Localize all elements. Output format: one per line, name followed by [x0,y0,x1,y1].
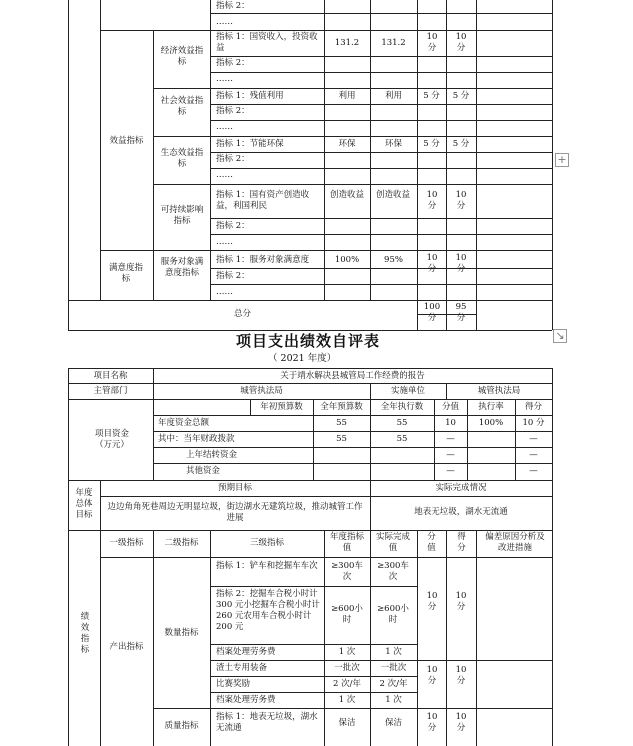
sustain-indicator-1: 指标 1：国有资产创造收益，利国利民 [216,190,310,211]
output-label: 产出指标 [109,642,144,652]
perf-row-1-indicator: 指标 1：铲车和挖掘车车次 [216,561,318,571]
perf-row-7-actual: 保洁 [384,718,402,728]
perf-row-4-actual: 一批次 [380,663,407,673]
perf-header-target: 年度指标值 [330,532,365,553]
funds-total-rate: 100% [478,418,504,428]
social-score: 5 分 [452,91,470,101]
funds-header-points: 分值 [441,402,459,412]
social-weight: 5 分 [423,91,440,101]
dept-label: 主管部门 [93,386,128,396]
funds-other-points: — [446,466,455,476]
sustain-target: 创造收益 [330,190,365,200]
eco-dots: …… [216,170,233,180]
satisfaction-category: 满意度指标 [108,263,143,284]
funds-row-fiscal-label: 其中：当年财政拨款 [158,434,235,444]
funds-header-executed: 全年执行数 [380,402,424,412]
perf-header-deviation: 偏差原因分析及改进措施 [485,532,545,553]
economic-indicator-1: 指标 1：国资收入，投资收益 [216,32,318,53]
eco-weight: 5 分 [423,139,440,149]
satisfaction-actual: 95% [384,255,403,265]
expected-label: 预期目标 [217,483,252,493]
indicator-dots: …… [216,17,233,27]
economic-actual: 131.2 [381,38,406,48]
social-actual: 利用 [384,91,402,101]
perf-row-6-indicator: 档案处理劳务费 [216,695,276,705]
perf-row-1-actual: ≥300车次 [377,561,409,582]
perf-row-3-actual: 1 次 [385,647,402,657]
perf-label: 绩效指标 [80,612,90,655]
funds-other-score: — [529,466,538,476]
satisfaction-weight: 10 分 [426,253,438,274]
funds-header-initial: 年初预算数 [260,402,303,412]
economic-score: 10 分 [455,32,467,53]
satisfaction-indicator-2: 指标 2： [216,271,250,281]
sustain-dots: …… [216,237,233,247]
eco-indicator-1: 指标 1：节能环保 [216,139,284,149]
funds-row-total-label: 年度资金总额 [158,418,210,428]
perf-row-1-target: ≥300车次 [331,561,363,582]
total-score: 95 分 [455,302,467,323]
add-row-handle[interactable]: + [555,153,569,167]
perf-row-2-actual: ≥600小时 [377,604,409,625]
sustain-actual: 创造收益 [376,190,411,200]
economic-weight: 10 分 [426,32,438,53]
year-line: （ 2021 年度） [268,353,337,364]
perf-row-4-indicator: 渣土专用装备 [216,663,268,673]
perf-row-5-indicator: 比赛奖励 [216,679,251,689]
perf-row-6-actual: 1 次 [385,695,402,705]
goal-label: 年度总体目标 [75,488,93,520]
funds-total-annual: 55 [336,418,347,428]
funds-header-annual: 全年预算数 [320,402,363,412]
economic-indicator-2: 指标 2： [216,58,250,68]
perf-row-3-indicator: 档案处理劳务费 [216,647,276,657]
satisfaction-target: 100% [334,255,360,265]
funds-label: 项目资金（万元） [94,429,129,450]
impl-label: 实施单位 [390,386,425,396]
eco-score: 5 分 [452,139,470,149]
group-2-weight: 10 分 [426,665,438,686]
perf-row-7-indicator: 指标 1：地表无垃圾，湖水无流通 [216,712,318,733]
eco-indicator-2: 指标 2： [216,154,250,164]
group-1-weight: 10 分 [426,591,438,612]
sub-social: 社会效益指标 [160,96,204,117]
indicator-continued: 指标 2： [216,1,250,11]
funds-total-executed: 55 [396,418,408,428]
benefit-category: 效益指标 [109,136,144,146]
project-name-label: 项目名称 [93,371,128,381]
perf-row-5-target: 2 次/年 [333,679,361,689]
funds-total-points: 10 [445,418,456,428]
perf-row-6-target: 1 次 [338,695,356,705]
social-indicator-2: 指标 2： [216,106,250,116]
page-title: 项目支出绩效自评表 [236,332,381,350]
economic-target: 131.2 [334,38,360,48]
satisfaction-score: 10 分 [455,253,467,274]
funds-header-rate: 执行率 [478,402,504,412]
sub-sustainable: 可持续影响指标 [160,205,204,226]
eco-target: 环保 [338,139,356,149]
sustain-indicator-2: 指标 2： [216,221,250,231]
total-label: 总分 [233,309,251,319]
funds-header-score: 得分 [524,402,542,412]
quantity-label: 数量指标 [164,628,199,638]
perf-header-l3: 三级指标 [249,538,284,548]
group-2-score: 10 分 [455,665,467,686]
perf-row-4-target: 一批次 [334,663,360,673]
funds-carryover-points: — [446,450,455,460]
actual-label: 实际完成情况 [435,483,487,493]
perf-header-score: 得分 [457,532,466,553]
satisfaction-sub: 服务对象满意度指标 [160,257,204,278]
expected-goal: 边边角角死巷周边无明显垃圾，街边湖水无建筑垃圾，推动城管工作进展 [107,502,363,523]
funds-fiscal-points: — [446,434,455,444]
sub-economic: 经济效益指标 [160,46,204,67]
group-3-weight: 10 分 [426,712,438,733]
funds-fiscal-annual: 55 [336,434,347,444]
funds-row-carryover-label: 上年结转资金 [186,450,238,460]
sustain-weight: 10 分 [426,190,438,211]
eco-actual: 环保 [384,139,402,149]
perf-row-2-target: ≥600小时 [331,604,363,625]
perf-header-l2: 二级指标 [164,538,199,548]
project-name: 关于靖水解决县城管局工作经费的报告 [280,371,425,381]
social-indicator-1: 指标 1：残值利用 [216,91,284,101]
satisfaction-indicator-1: 指标 1：服务对象满意度 [216,255,310,265]
funds-carryover-score: — [529,450,538,460]
sub-ecological: 生态效益指标 [160,148,204,169]
perf-row-7-target: 保洁 [338,718,356,728]
resize-handle[interactable]: ↘ [553,329,567,343]
sustain-score: 10 分 [455,190,467,211]
economic-dots: …… [216,74,233,84]
actual-result: 地表无垃圾，湖水无流通 [414,507,508,517]
perf-header-l1: 一级指标 [109,538,144,548]
perf-header-weight: 分值 [427,532,436,553]
funds-total-score: 10 分 [522,418,545,428]
funds-fiscal-score: — [529,434,538,444]
total-weight: 100 分 [423,302,441,323]
perf-row-3-target: 1 次 [338,647,356,657]
perf-row-2-indicator: 指标 2：挖掘车合税小时计 300 元小挖掘车合税小时计 260 元农用车合税小时计 200 元 [216,589,320,632]
group-3-score: 10 分 [455,712,467,733]
impl-value: 城管执法局 [477,386,521,396]
funds-row-other-label: 其他资金 [186,466,221,476]
funds-fiscal-executed: 55 [396,434,408,444]
satisfaction-dots: …… [216,287,233,297]
quality-label: 质量指标 [164,721,199,731]
perf-row-5-actual: 2 次/年 [379,679,408,689]
social-target: 利用 [338,91,356,101]
group-1-score: 10 分 [455,591,467,612]
dept-value: 城管执法局 [240,386,283,396]
perf-header-actual: 实际完成值 [376,532,411,553]
social-dots: …… [216,122,233,132]
